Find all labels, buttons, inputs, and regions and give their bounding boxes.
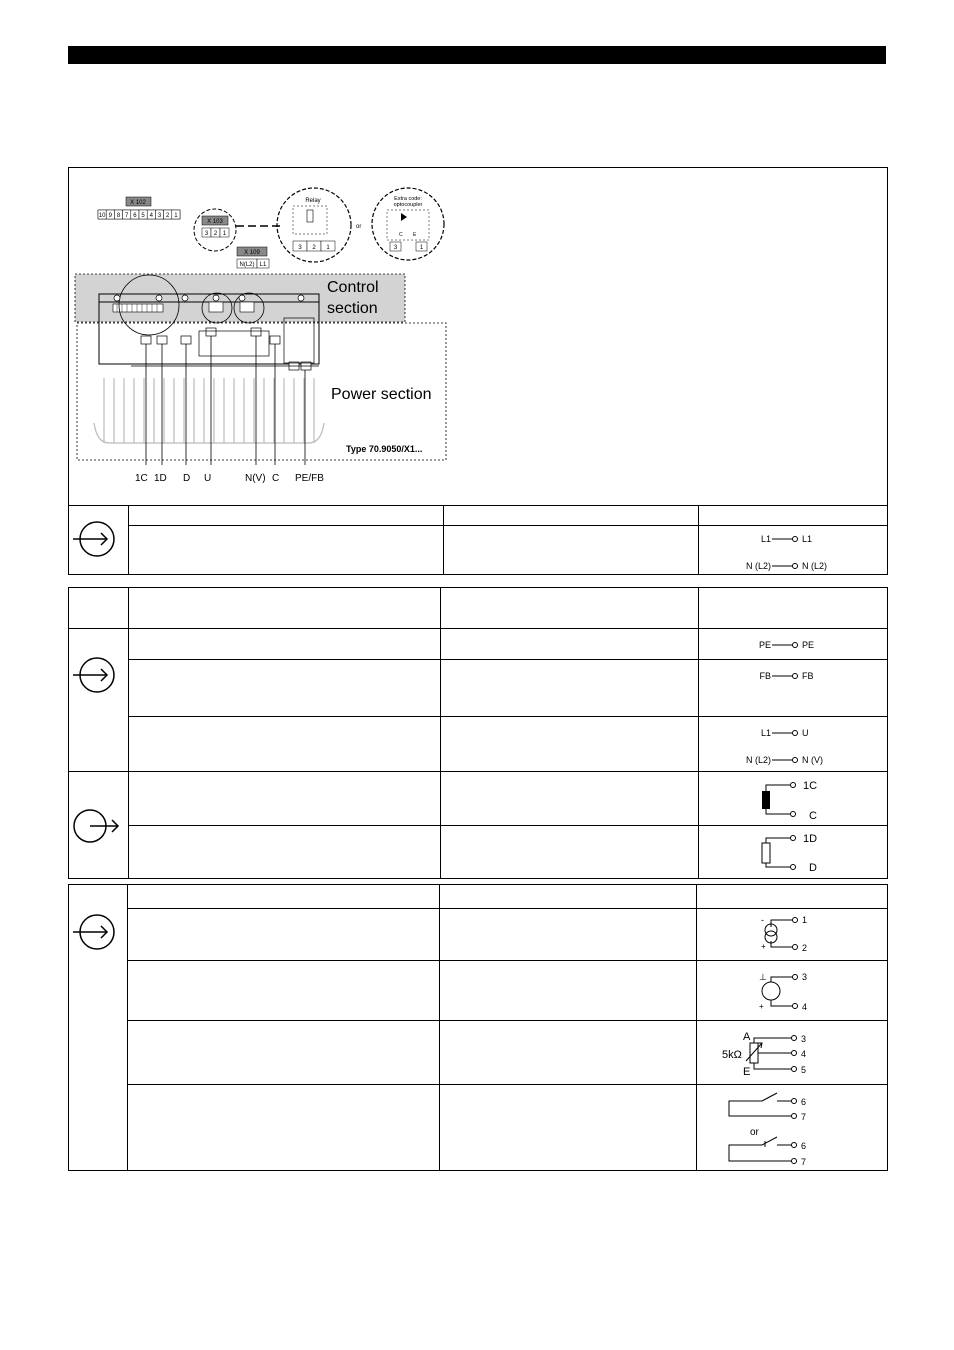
terminal-labels (135, 473, 324, 484)
opto-c: C (399, 232, 403, 238)
relay-pin-label: 3 (298, 245, 302, 251)
coil-c: C (809, 810, 817, 822)
x102-pin-label: 4 (149, 213, 153, 219)
sym-l1-right: L1 (802, 534, 813, 544)
opto-pin-1: 1 (419, 245, 424, 251)
switch2-pin-7: 7 (801, 1157, 807, 1167)
lu-nv: N (V) (802, 755, 823, 765)
pe-right: PE (802, 640, 815, 650)
control-section-line2: section (327, 300, 378, 317)
x102-pin-label: 8 (116, 213, 121, 219)
lu-n: N (L2) (745, 755, 771, 765)
x102-pin-label: 7 (125, 213, 129, 219)
pot-a: A (743, 1031, 751, 1043)
relay-pin-label: 2 (312, 245, 316, 251)
fb-left: FB (759, 671, 771, 681)
relay-title: Relay (305, 198, 321, 204)
terminal-label: U (204, 473, 212, 484)
terminal-diagram (69, 168, 509, 488)
switch-or: or (750, 1127, 759, 1138)
resistor-output-symbol (750, 829, 840, 877)
x102-pin-label: 10 (98, 213, 106, 219)
type-label: Type 70.9050/X1... (346, 444, 423, 454)
x103-pin-label: 3 (204, 231, 209, 237)
output-arrow-icon (72, 806, 120, 846)
x109-pin-l1: L1 (259, 262, 267, 268)
coil-1c: 1C (803, 780, 818, 792)
x102-pin-label: 6 (133, 213, 137, 219)
x109-title: X 109 (244, 250, 260, 256)
current-pin-1: 1 (802, 915, 808, 925)
terminal-label: 1C (135, 473, 148, 484)
res-d: D (809, 862, 817, 874)
opto-title-1: Extra code: (394, 196, 422, 202)
pot-pin-5: 5 (801, 1065, 807, 1075)
voltage-pin-4: 4 (802, 1002, 808, 1012)
res-1d: 1D (803, 833, 818, 845)
voltage-minus: ⊥ (759, 972, 767, 982)
x102-title: X 102 (130, 200, 146, 206)
coil-output-symbol (750, 776, 840, 824)
opto-pin-3: 3 (393, 245, 398, 251)
pot-pin-4: 4 (801, 1049, 807, 1059)
sym-l1-left: L1 (760, 534, 771, 544)
switch-pin-6: 6 (801, 1097, 807, 1107)
input-arrow-icon (72, 912, 120, 952)
potentiometer-symbol (720, 1026, 830, 1078)
relay-or-label: or (356, 224, 362, 230)
power-section-label: Power section (331, 386, 432, 403)
current-plus: + (761, 942, 766, 951)
terminal-label: C (272, 473, 280, 484)
lu-u: U (802, 728, 809, 738)
x103-title: X 103 (207, 219, 223, 225)
x103-pin-label: 1 (222, 231, 227, 237)
switch-pin-7: 7 (801, 1112, 807, 1122)
current-pin-2: 2 (802, 943, 808, 953)
input-arrow-icon (72, 655, 120, 695)
opto-title-2: optocoupler (393, 202, 423, 208)
mains-connection-symbol (730, 530, 840, 574)
relay-pin-label: 1 (326, 245, 330, 251)
x109-pin-n: N(L2) (239, 262, 255, 268)
opto-e: E (413, 232, 417, 238)
voltage-plus: + (759, 1002, 764, 1011)
pot-value: 5kΩ (722, 1049, 742, 1061)
terminal-label: PE/FB (295, 473, 324, 484)
load-connection-symbol (730, 724, 840, 768)
sym-n-right: N (L2) (802, 561, 828, 571)
sym-n-left: N (L2) (745, 561, 771, 571)
pe-symbol (740, 636, 840, 654)
terminal-label: N(V) (245, 473, 266, 484)
pe-left: PE (758, 640, 771, 650)
input-arrow-icon (72, 519, 120, 559)
header-bar (68, 46, 886, 64)
voltage-pin-3: 3 (802, 972, 808, 982)
pot-e: E (743, 1066, 751, 1078)
terminal-label: 1D (154, 473, 167, 484)
x102-pin-label: 5 (141, 213, 145, 219)
x102-pin-label: 2 (166, 213, 170, 219)
x102-pin-label: 1 (174, 213, 178, 219)
lu-l1: L1 (760, 728, 771, 738)
fb-symbol (740, 667, 840, 685)
pot-pin-3: 3 (801, 1034, 807, 1044)
switch-contact-symbol (720, 1090, 830, 1168)
x102-pin-label: 9 (108, 213, 112, 219)
control-section-line1: Control (327, 279, 379, 296)
terminal-label: D (183, 473, 191, 484)
fb-right: FB (802, 671, 814, 681)
x103-pin-label: 2 (213, 231, 218, 237)
current-minus: - (761, 915, 764, 925)
current-source-symbol (755, 911, 825, 957)
voltage-source-symbol (755, 968, 825, 1016)
switch2-pin-6: 6 (801, 1141, 807, 1151)
x102-pin-label: 3 (157, 213, 162, 219)
